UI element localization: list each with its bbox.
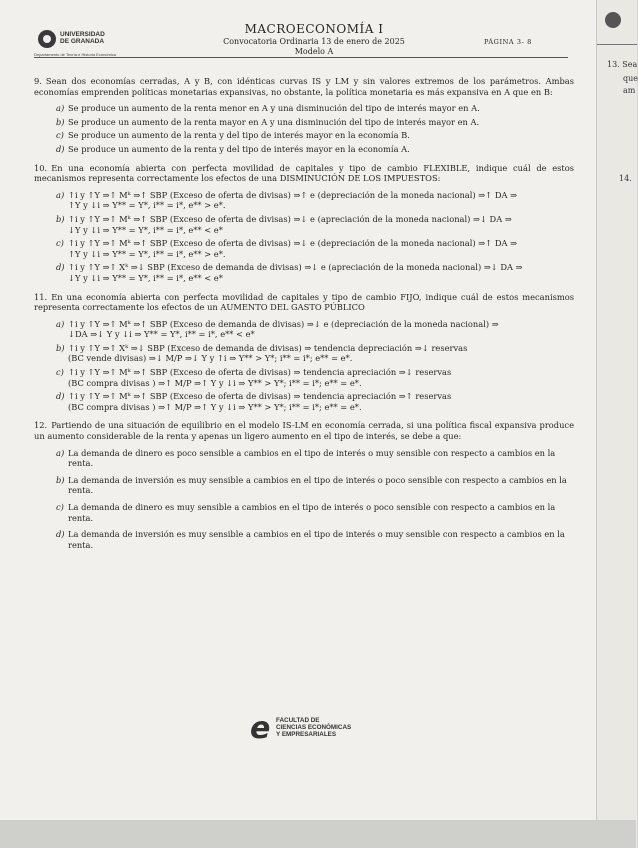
options-list xyxy=(34,448,574,551)
option-line-1: ↑i y ↑Y ⇒↑ Mᵏ ⇒↑ SBP (Exceso de oferta de divisas) ⇒ tendencia apreciación ⇒↑ reservas xyxy=(68,391,452,402)
next-page-fragment: que xyxy=(623,74,638,83)
option-line-1: ↑i y ↑Y ⇒↑ Mᵏ ⇒↑ SBP (Exceso de oferta de divisas) ⇒↓ e (apreciación de la moneda nacional) ⇒↓ DA ⇒ xyxy=(68,213,512,224)
option-line-1: ↑i y ↑Y ⇒↑ Mᵏ ⇒↑ SBP (Exceso de oferta de divisas) ⇒↑ e (depreciación de la moneda nacional) ⇒↑ DA ⇒ xyxy=(68,189,518,200)
faculty-name-line2: CIENCIAS ECONÓMICAS xyxy=(276,724,352,732)
option-line-1: ↑i y ↑Y ⇒↑ Mᵏ ⇒↑ SBP (Exceso de oferta de divisas) ⇒ tendencia apreciación ⇒↓ reservas xyxy=(68,367,452,378)
option-letter: d) xyxy=(56,529,65,540)
question-stem xyxy=(34,292,574,313)
faculty-logo xyxy=(250,711,370,746)
exam-session: Convocatoria Ordinaria 13 de enero de 2025 xyxy=(223,37,405,46)
question-number: 11. xyxy=(34,291,48,302)
option-b xyxy=(56,343,574,364)
option-line-2: (BC compra divisas ) ⇒↑ M/P ⇒↑ Y y ↓i ⇒ Y** > Y*; i** = i*; e** = e*. xyxy=(68,377,362,388)
department-name: Departamento de Teoría e Historia Económica xyxy=(34,52,116,57)
option-a xyxy=(56,103,574,114)
option-a xyxy=(56,190,574,211)
questions-list xyxy=(34,76,574,558)
university-name-line1: UNIVERSIDAD xyxy=(60,31,105,38)
option-text: Se produce un aumento de la renta mayor en A y una disminución del tipo de interés mayor en A. xyxy=(68,116,480,127)
option-line-2: (BC compra divisas ) ⇒↑ M/P ⇒↑ Y y ↓i ⇒ Y** > Y*; i** = i*; e** = e*. xyxy=(68,401,362,412)
question-text: Partiendo de una situación de equilibrio en el modelo IS-LM en economía cerrada, si una política fiscal expansiva produce un aumento considerable de la renta y apenas un ligero aumento en el tipo de interés, se debe a que: xyxy=(34,420,574,442)
option-c xyxy=(56,130,574,141)
question-number: 12. xyxy=(34,420,48,431)
university-logo xyxy=(34,30,144,60)
question-text: Sean dos economías cerradas, A y B, con idénticas curvas IS y LM y sin valores extremos de los parámetros. Ambas economías emprenden políticas monetarias expansivas, no obstante, la política monetaria es más expansiva en A que en B: xyxy=(34,76,574,97)
option-letter: c) xyxy=(56,130,64,141)
question-text: En una economía abierta con perfecta movilidad de capitales y tipo de cambio FIJO, indique cuál de estos mecanismos representa correctamente los efectos de un AUMENTO DEL GASTO PÚBLICO xyxy=(34,291,574,313)
university-name-line2: DE GRANADA xyxy=(60,38,105,45)
option-letter: d) xyxy=(56,262,65,273)
next-question-13: 13. Sea xyxy=(607,60,638,69)
option-d xyxy=(56,391,574,412)
course-title: MACROECONOMÍA I xyxy=(244,22,384,36)
option-letter: c) xyxy=(56,238,64,249)
option-line-1: ↑i y ↑Y ⇒↑ Xᵏ ⇒↓ SBP (Exceso de demanda de divisas) ⇒↓ e (apreciación de la moneda nacional) ⇒↓ DA ⇒ xyxy=(68,262,523,273)
option-line-2: ↓Y y ↓i ⇒ Y** = Y*, i** = i*, e** < e* xyxy=(68,224,223,235)
question-number: 9. xyxy=(34,76,42,86)
option-d xyxy=(56,144,574,155)
options-list xyxy=(34,190,574,284)
faculty-e-icon: e xyxy=(250,711,271,746)
university-seal-icon xyxy=(605,12,621,28)
question-stem xyxy=(34,76,574,97)
option-letter: b) xyxy=(56,213,65,224)
option-letter: a) xyxy=(56,447,65,458)
option-line-1: ↑i y ↑Y ⇒↑ Mᵏ ⇒↑ SBP (Exceso de demanda de divisas) ⇒↓ e (depreciación de la moneda nacional) ⇒ xyxy=(68,318,499,329)
question-9 xyxy=(34,76,574,155)
option-line-1: ↑i y ↑Y ⇒↑ Mᵏ ⇒↑ SBP (Exceso de oferta de divisas) ⇒↓ e (depreciación de la moneda nacional) ⇒↑ DA ⇒ xyxy=(68,238,518,249)
page-number: PÁGINA 3- 8 xyxy=(484,38,532,46)
option-letter: b) xyxy=(56,116,65,127)
exam-model: Modelo A xyxy=(294,47,334,56)
option-text: La demanda de dinero es muy sensible a cambios en el tipo de interés o poco sensible con respecto a cambios en la renta. xyxy=(68,502,556,523)
question-12 xyxy=(34,420,574,550)
header-divider xyxy=(597,44,637,45)
faculty-name-line1: FACULTAD DE xyxy=(276,717,320,724)
option-letter: d) xyxy=(56,143,65,154)
next-page-fragment: am xyxy=(623,86,636,95)
option-text: La demanda de inversión es muy sensible a cambios en el tipo de interés o poco sensible con respecto a cambios en la renta. xyxy=(68,474,567,496)
option-a xyxy=(56,319,574,340)
option-letter: b) xyxy=(56,474,65,485)
option-line-1: ↑i y ↑Y ⇒↑ Xᵏ ⇒↓ SBP (Exceso de demanda de divisas) ⇒ tendencia depreciación ⇒↓ reservas xyxy=(68,342,468,353)
header-divider xyxy=(34,57,568,58)
option-letter: c) xyxy=(56,502,64,512)
option-line-2: ↓DA ⇒↓ Y y ↓i ⇒ Y** = Y*, i** = i*, e** < e* xyxy=(68,329,255,340)
option-letter: d) xyxy=(56,391,65,402)
options-list xyxy=(34,319,574,413)
option-d xyxy=(56,262,574,283)
option-letter: b) xyxy=(56,342,65,353)
option-line-2: ↑Y y ↓i ⇒ Y** = Y*, i** = i*, e** > e*. xyxy=(68,200,226,211)
question-stem xyxy=(34,163,574,184)
option-c xyxy=(56,502,574,523)
question-stem xyxy=(34,420,574,441)
desk-surface xyxy=(0,820,636,848)
question-11 xyxy=(34,292,574,413)
faculty-name-line3: Y EMPRESARIALES xyxy=(276,731,337,739)
question-10 xyxy=(34,163,574,284)
option-text: Se produce un aumento de la renta menor en A y una disminución del tipo de interés mayor en A. xyxy=(68,103,480,114)
option-line-2: (BC vende divisas) ⇒↓ M/P ⇒↓ Y y ↑i ⇒ Y** > Y*; i** = i*; e** = e*. xyxy=(68,353,353,364)
question-text: En una economía abierta con perfecta movilidad de capitales y tipo de cambio FLEXIBLE, indique cuál de estos mecanismos representa correctamente los efectos de una DISMINUCIÓN DE LOS IMPUESTOS: xyxy=(34,162,574,184)
page-header xyxy=(34,16,568,56)
options-list xyxy=(34,103,574,154)
option-line-2: ↑Y y ↓i ⇒ Y** = Y*, i** = i*, e** > e*. xyxy=(68,248,226,259)
option-b xyxy=(56,117,574,128)
next-question-14: 14. xyxy=(619,174,632,183)
option-text: La demanda de dinero es poco sensible a cambios en el tipo de interés o muy sensible con respecto a cambios en la renta. xyxy=(68,447,556,469)
option-letter: a) xyxy=(56,103,65,114)
option-d xyxy=(56,529,574,550)
option-c xyxy=(56,367,574,388)
next-page-edge xyxy=(596,0,637,848)
option-line-2: ↓Y y ↓i ⇒ Y** = Y*, i** = i*, e** < e* xyxy=(68,272,223,283)
question-number: 10. xyxy=(34,162,48,173)
university-seal-icon xyxy=(38,30,56,48)
option-letter: a) xyxy=(56,318,65,329)
option-text: Se produce un aumento de la renta y del tipo de interés mayor en la economía B. xyxy=(68,130,410,141)
option-c xyxy=(56,238,574,259)
option-text: Se produce un aumento de la renta y del tipo de interés mayor en la economía A. xyxy=(68,143,410,154)
option-letter: a) xyxy=(56,189,65,200)
option-b xyxy=(56,475,574,496)
option-text: La demanda de inversión es muy sensible a cambios en el tipo de interés o muy sensible con respecto a cambios en la renta. xyxy=(68,529,565,550)
option-b xyxy=(56,214,574,235)
option-a xyxy=(56,448,574,469)
option-letter: c) xyxy=(56,367,64,378)
